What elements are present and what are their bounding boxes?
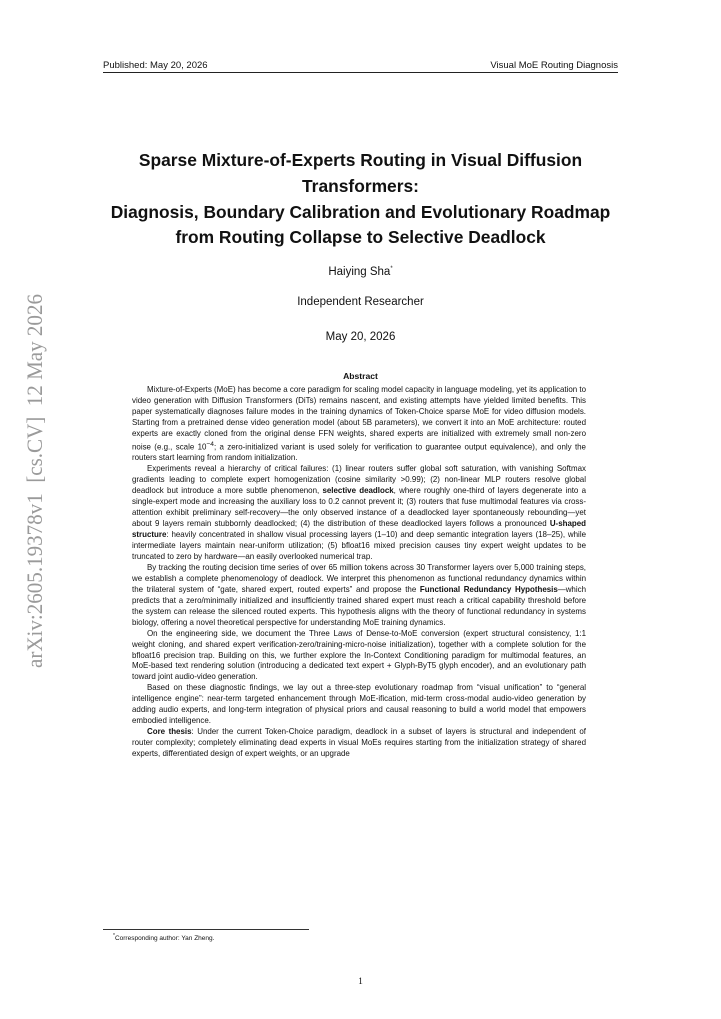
paper-date: May 20, 2026	[325, 331, 396, 343]
running-header-right: Visual MoE Routing Diagnosis	[490, 60, 618, 71]
paper-title	[95, 148, 626, 251]
key-term: Core thesis	[147, 727, 192, 737]
arxiv-identifier: arXiv:2605.19378v1 [cs.CV] 12 May 2026	[22, 294, 47, 668]
footnote-text: Corresponding author: Yan Zheng.	[114, 935, 215, 943]
author-footnote-mark: *	[390, 266, 393, 273]
running-header-left: Published: May 20, 2026	[103, 60, 208, 71]
footnote-rule	[103, 929, 309, 930]
title-line: Transformers:	[302, 175, 419, 196]
footnote-mark: *	[113, 933, 115, 939]
affiliation: Independent Researcher	[297, 296, 424, 308]
page-number: 1	[358, 977, 363, 987]
abstract-body	[132, 385, 586, 760]
footnote	[113, 933, 214, 942]
abstract-paragraph: By tracking the routing decision time series of over 65 million tokens across 30 Transformer layers over 5,000 training steps, we establish a complete phenomenology of deadlock. We interpret this phenomenon as functional redundancy dynamics within the trilateral system of “gate, shared expert, routed experts” and propose the Functional Redundancy Hypothesis—which predicts that a zero/minimally initialized and insufficiently trained shared expert must reach a critical capability threshold before the system can release the silenced routed experts. This hypothesis aligns with the theory of functional redundancy in systems biology, offering a novel theoretical perspective for understanding MoE training dynamics.	[132, 562, 586, 627]
abstract-paragraph: Based on these diagnostic findings, we lay out a three-step evolutionary roadmap from “visual unification” to “general intelligence engine”: near-term targeted enhancement through MoE-ification, mid-term cross-modal audio-video generation by adding audio experts, and long-term integration of physical priors and causal reasoning to build a world model that empowers embodied intelligence.	[132, 683, 586, 726]
arxiv-sidebar	[18, 294, 50, 668]
abstract-paragraph: Core thesis: Under the current Token-Choice paradigm, deadlock in a subset of layers is structural and independent of router complexity; completely eliminating dead experts in visual MoEs requires starting from the initialization strategy of shared experts, differentiated design of expert weights, or an upgrade	[132, 727, 586, 759]
key-term: selective deadlock	[322, 486, 394, 496]
abstract-paragraph: On the engineering side, we document the Three Laws of Dense-to-MoE conversion (expert structural consistency, 1:1 weight cloning, and shared expert verification-zero/training-micro-noise initialization), together with a complete solution for the bfloat16 precision trap. Building on this, we further explore the In-Context Conditioning paradigm for multimodal features, an MoE-based text rendering solution (introducing a dedicated text expert + Glyph-ByT5 glyph encoder), and an evolutionary path toward joint audio-video generation.	[132, 628, 586, 682]
title-line: from Routing Collapse to Selective Deadlock	[175, 227, 546, 248]
header-rule	[103, 72, 618, 73]
author	[103, 266, 618, 278]
abstract-paragraph: Experiments reveal a hierarchy of critical failures: (1) linear routers suffer global soft saturation, with vanishing Softmax gradients leading to complete expert homogenization (cosine similarity >0.99); (2) non-linear MLP routers resolve global deadlock but introduce a more subtle phenomenon, selective deadlock, where roughly one-third of layers degenerate into a single-expert mode and increasing the auxiliary loss to 0.2 cannot prevent it; (3) routers that fuse multimodal features via cross-attention exhibit preliminary self-recovery—the only observed instance of a deadlocked layer spontaneously rebounding—yet about 9 layers remain stubbornly deadlocked; (4) the distribution of these deadlocked layers follows a pronounced U-shaped structure: heavily concentrated in shallow visual processing layers (1–10) and deep semantic integration layers (18–25), while intermediate layers maintain near-uniform utilization; (5) bfloat16 mixed precision causes tiny expert weight updates to be truncated to zero by hardware—an easily overlooked numerical trap.	[132, 464, 587, 561]
abstract-paragraph: Mixture-of-Experts (MoE) has become a core paradigm for scaling model capacity in language modeling, yet its application to video generation with Diffusion Transformers (DiTs) remains nascent, and existing attempts have yielded limited benefits. This paper systematically diagnoses failure modes in the training dynamics of Token-Choice sparse MoE for video diffusion models. Starting from a pretrained dense video generation model (about 5B parameters), we convert it into an MoE architecture: routed experts are exactly cloned from the original dense FFN weights, shared experts are initialized with extremely small non-zero noise (e.g., scale $10^{-4}$; a zero-initialized variant is used solely for verification to guarantee output equivalence), and only the routers start learning from random initialization.	[132, 385, 586, 463]
author-name: Haiying Sha	[328, 266, 391, 278]
title-line: Diagnosis, Boundary Calibration and Evolutionary Roadmap	[110, 201, 611, 222]
key-term: U-shaped structure	[132, 519, 586, 540]
arxiv-stamp	[18, 294, 50, 668]
abstract-heading: Abstract	[343, 371, 378, 381]
key-term: Functional Redundancy Hypothesis	[419, 584, 558, 594]
title-line: Sparse Mixture-of-Experts Routing in Visual Diffusion	[138, 150, 583, 170]
